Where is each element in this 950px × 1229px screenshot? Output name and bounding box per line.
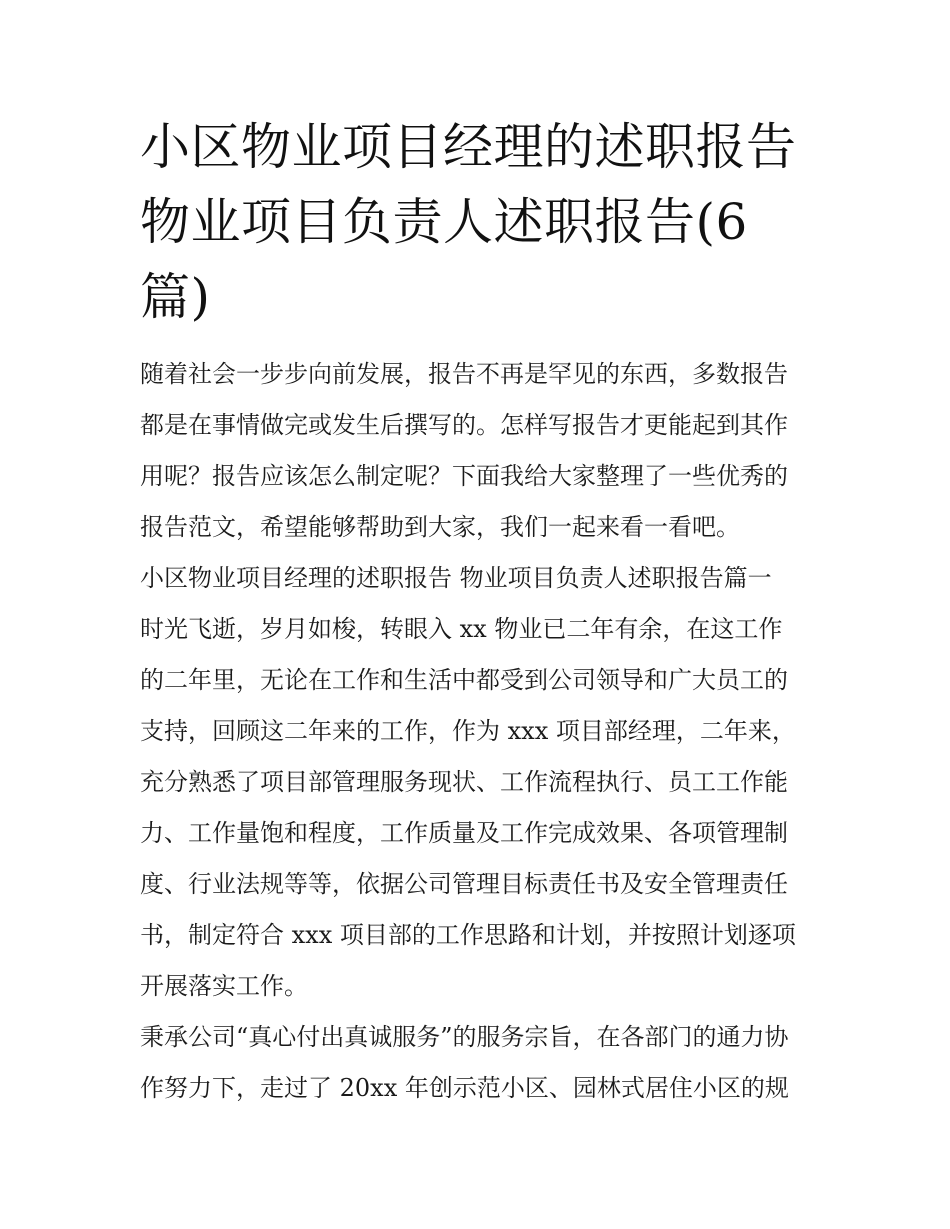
intro-paragraph-line: 都是在事情做完或发生后撰写的。怎样写报告才更能起到其作 — [140, 411, 788, 439]
paragraph-line: 充分熟悉了项目部管理服务现状、工作流程执行、员工工作能 — [140, 768, 788, 796]
section-heading: 小区物业项目经理的述职报告 物业项目负责人述职报告篇一 — [140, 564, 772, 592]
intro-paragraph-line: 报告范文，希望能够帮助到大家，我们一起来看一看吧。 — [140, 513, 740, 541]
paragraph-line: 书，制定符合 xxx 项目部的工作思路和计划，并按照计划逐项 — [140, 921, 796, 949]
document-body — [140, 349, 820, 1114]
paragraph-line: 开展落实工作。 — [140, 972, 308, 1000]
paragraph-line: 的二年里，无论在工作和生活中都受到公司领导和广大员工的 — [140, 666, 788, 694]
paragraph-line: 度、行业法规等等，依据公司管理目标责任书及安全管理责任 — [140, 870, 788, 898]
document-content — [140, 110, 820, 1114]
intro-paragraph-line: 用呢？报告应该怎么制定呢？下面我给大家整理了一些优秀的 — [140, 462, 788, 490]
paragraph-line: 支持，回顾这二年来的工作，作为 xxx 项目部经理，二年来， — [140, 717, 796, 745]
paragraph-line: 力、工作量饱和程度，工作质量及工作完成效果、各项管理制 — [140, 819, 788, 847]
title-line: 篇) — [140, 268, 211, 326]
paragraph-line: 秉承公司“真心付出真诚服务”的服务宗旨，在各部门的通力协 — [140, 1023, 789, 1051]
paragraph-line: 时光飞逝，岁月如梭，转眼入 xx 物业已二年有余，在这工作 — [140, 615, 783, 643]
document-title — [140, 110, 820, 335]
title-line: 小区物业项目经理的述职报告 — [140, 118, 797, 176]
intro-paragraph-line: 随着社会一步步向前发展，报告不再是罕见的东西，多数报告 — [140, 360, 788, 388]
title-line: 物业项目负责人述职报告(6 — [140, 193, 748, 251]
paragraph-line: 作努力下，走过了 20xx 年创示范小区、园林式居住小区的规 — [140, 1074, 789, 1102]
